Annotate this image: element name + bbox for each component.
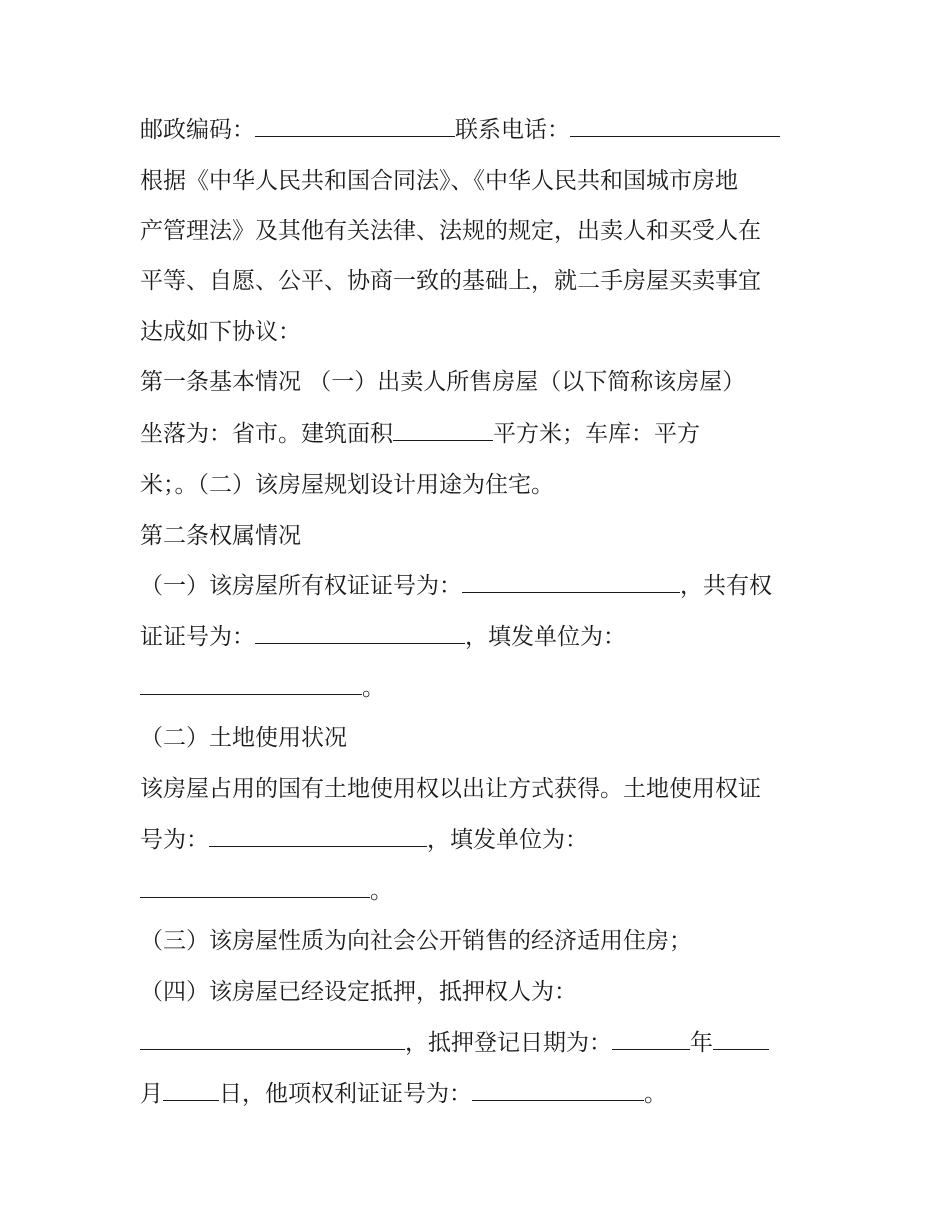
text-segment: 该房屋占用的国有土地使用权以出让方式获得。土地使用权证 [140, 776, 761, 802]
mortgagee-date-line [140, 1027, 769, 1059]
month-blank[interactable] [713, 1027, 769, 1050]
text-segment: 。 [362, 675, 385, 701]
text-segment: ，共有权 [680, 573, 772, 599]
text-segment: 号为： [140, 827, 209, 853]
paragraph-line [140, 215, 761, 247]
land-cert-blank[interactable] [209, 824, 427, 847]
text-segment: 年 [690, 1030, 713, 1056]
ownership-cert-line [140, 570, 772, 602]
text-segment: 。 [644, 1081, 667, 1107]
text-segment: 邮政编码： [140, 117, 255, 143]
other-rights-cert-blank[interactable] [472, 1078, 644, 1101]
text-segment: （三）该房屋性质为向社会公开销售的经济适用住房； [140, 928, 692, 954]
paragraph-line [140, 469, 554, 501]
text-segment: 平等、自愿、公平、协商一致的基础上，就二手房屋买卖事宜 [140, 268, 761, 294]
text-segment: 根据《中华人民共和国合同法》、《中华人民共和国城市房地 [140, 168, 738, 194]
paragraph-line [140, 165, 738, 197]
paragraph-line [140, 773, 761, 805]
text-segment: （二）土地使用状况 [140, 725, 347, 751]
year-blank[interactable] [612, 1027, 690, 1050]
land-cert-line [140, 824, 588, 856]
paragraph-line [140, 265, 761, 297]
issuer-blank[interactable] [140, 672, 362, 695]
phone-blank[interactable] [570, 114, 780, 137]
article-two-heading [140, 520, 301, 552]
text-segment: 坐落为：省市。建筑面积 [140, 421, 393, 447]
postal-code-blank[interactable] [255, 114, 455, 137]
text-segment: 第一条基本情况 （一）出卖人所售房屋（以下简称该房屋） [140, 369, 746, 395]
land-issuer-line [140, 875, 393, 907]
text-segment: （一）该房屋所有权证证号为： [140, 573, 462, 599]
text-segment: 米；。（二）该房屋规划设计用途为住宅。 [140, 472, 554, 498]
land-use-heading [140, 722, 347, 754]
text-segment: 第二条权属情况 [140, 523, 301, 549]
text-segment: （四）该房屋已经设定抵押，抵押权人为： [140, 979, 577, 1005]
ownership-cert-blank[interactable] [462, 570, 680, 593]
land-issuer-blank[interactable] [140, 875, 370, 898]
day-cert-line [140, 1078, 667, 1110]
text-segment: 平方米；车库：平方 [493, 421, 700, 447]
text-segment: 达成如下协议： [140, 319, 301, 345]
day-blank[interactable] [163, 1078, 219, 1101]
location-area-line [140, 418, 700, 450]
mortgagee-blank[interactable] [140, 1027, 405, 1050]
text-segment: ，填发单位为： [427, 827, 588, 853]
text-segment: 日，他项权利证证号为： [219, 1081, 472, 1107]
postal-phone-line [140, 114, 780, 146]
floor-area-blank[interactable] [393, 418, 493, 441]
paragraph-line [140, 316, 301, 348]
text-segment: ，抵押登记日期为： [405, 1030, 612, 1056]
text-segment: 。 [370, 878, 393, 904]
coownership-cert-line [140, 621, 626, 653]
article-one-heading [140, 366, 745, 398]
coownership-cert-blank[interactable] [255, 621, 465, 644]
text-segment: 月 [140, 1081, 163, 1107]
text-segment: 产管理法》及其他有关法律、法规的规定，出卖人和买受人在 [140, 218, 761, 244]
mortgage-line [140, 976, 577, 1008]
text-segment: 证证号为： [140, 624, 255, 650]
text-segment: ，填发单位为： [465, 624, 626, 650]
text-segment: 联系电话： [455, 117, 570, 143]
nature-line [140, 925, 692, 957]
issuer-line [140, 672, 385, 704]
